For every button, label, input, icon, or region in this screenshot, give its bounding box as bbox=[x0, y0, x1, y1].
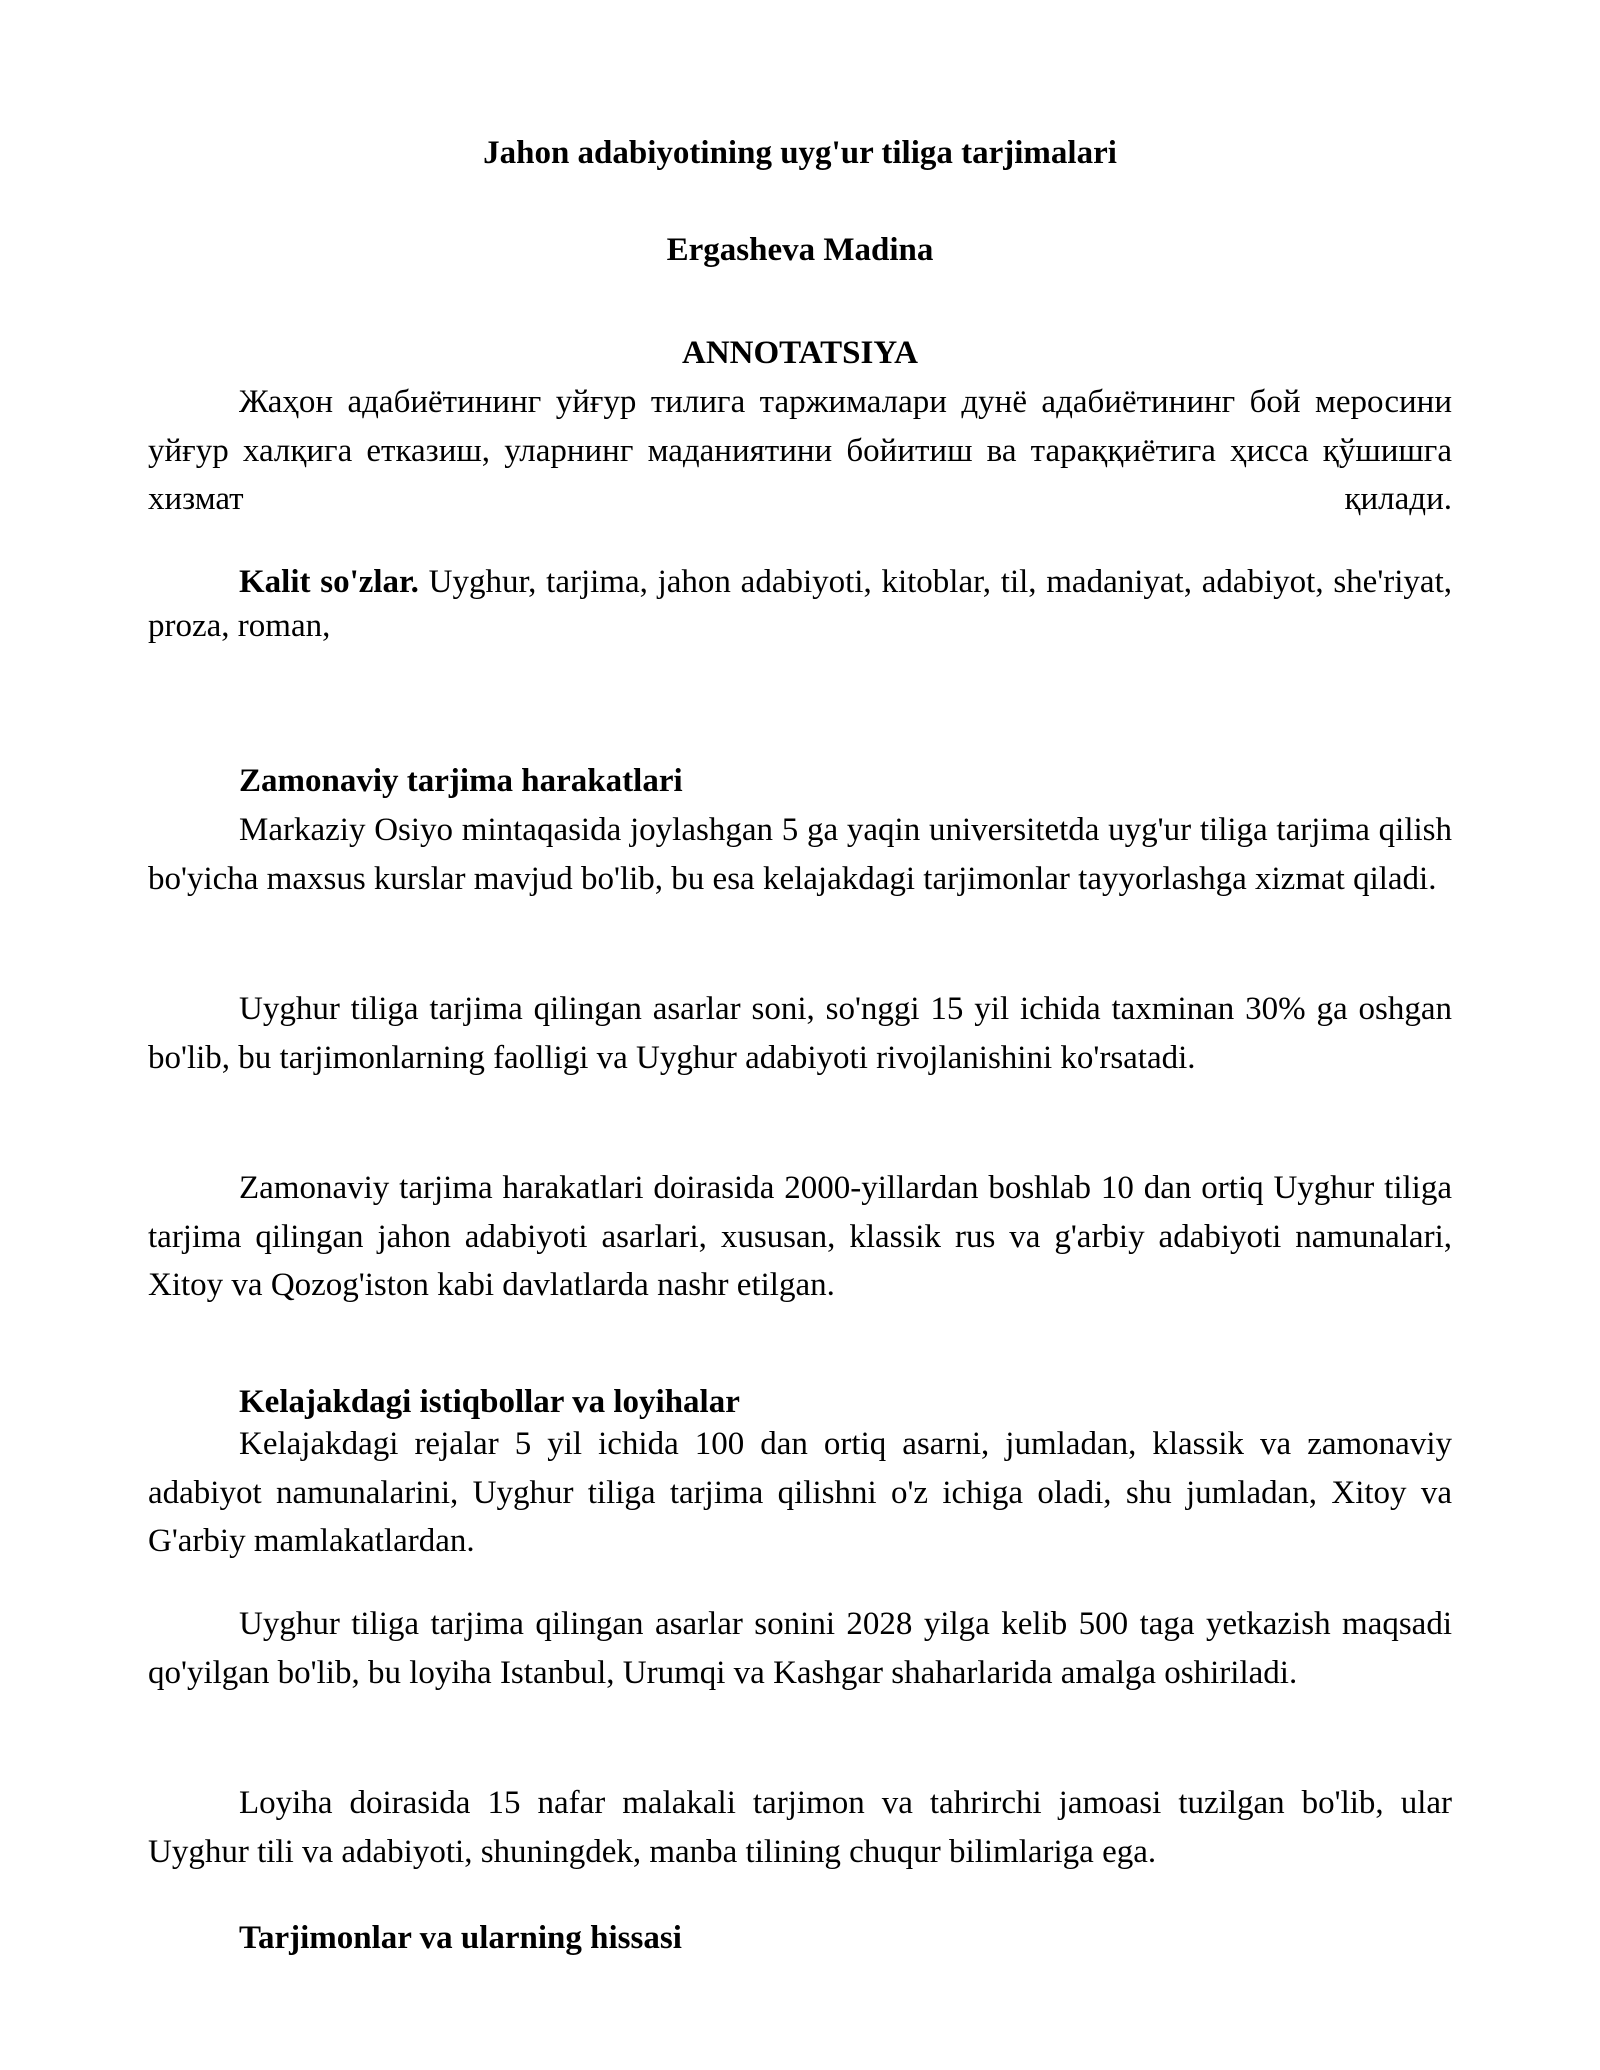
section-paragraph: Kelajakdagi rejalar 5 yil ichida 100 dan ortiq asarni, jumladan, klassik va zamonaviy adabiyot namunalarini, Uyghur tiliga tarjima qilishni o'z ichiga oladi, shu jumladan, Xitoy va G'arbiy mamlakatlardan. bbox=[148, 1426, 1452, 1559]
section-paragraph: Markaziy Osiyo mintaqasida joylashgan 5 ga yaqin universitetda uyg'ur tiliga tarjima qilish bo'yicha maxsus kurslar mavjud bo'lib, bu esa kelajakdagi tarjimonlar tayyorlashga xizmat qiladi. bbox=[148, 812, 1452, 897]
section-paragraph: Uyghur tiliga tarjima qilingan asarlar soni, so'nggi 15 yil ichida taxminan 30% ga oshgan bo'lib, bu tarjimonlarning faolligi va Uyghur adabiyoti rivojlanishini ko'rsatadi. bbox=[148, 991, 1452, 1076]
section-heading-future-prospects: Kelajakdagi istiqbollar va loyihalar bbox=[239, 1384, 740, 1420]
section-heading-translators-contribution: Tarjimonlar va ularning hissasi bbox=[239, 1920, 682, 1956]
keywords-label: Kalit so'zlar. bbox=[239, 564, 419, 600]
section-paragraph: Zamonaviy tarjima harakatlari doirasida 2000-yillardan boshlab 10 dan ortiq Uyghur tiliga tarjima qilingan jahon adabiyoti asarlari, xususan, klassik rus va g'arbiy adabiyoti namunalari, Xitoy va Qozog'iston kabi davlatlarda nashr etilgan. bbox=[148, 1170, 1452, 1303]
annotation-heading: ANNOTATSIYA bbox=[682, 335, 918, 371]
keywords-paragraph bbox=[148, 560, 1452, 648]
document-title: Jahon adabiyotining uyg'ur tiliga tarjimalari bbox=[483, 135, 1117, 171]
author-name: Ergasheva Madina bbox=[666, 232, 934, 268]
section-heading-modern-translation: Zamonaviy tarjima harakatlari bbox=[239, 763, 683, 799]
annotation-paragraph: Жаҳон адабиётининг уйғур тилига таржималари дунё адабиётининг бой меросини уйғур халқига етказиш, уларнинг маданиятини бойитиш ва тараққиётига ҳисса қўшишга хизмат қилади. bbox=[148, 384, 1452, 517]
section-paragraph: Loyiha doirasida 15 nafar malakali tarjimon va tahrirchi jamoasi tuzilgan bo'lib, ular Uyghur tili va adabiyoti, shuningdek, manba tilining chuqur bilimlariga ega. bbox=[148, 1785, 1452, 1870]
keywords-list: Uyghur, tarjima, jahon adabiyoti, kitoblar, til, madaniyat, adabiyot, she'riyat, proza, roman, bbox=[148, 564, 1452, 644]
section-paragraph: Uyghur tiliga tarjima qilingan asarlar sonini 2028 yilga kelib 500 taga yetkazish maqsadi qo'yilgan bo'lib, bu loyiha Istanbul, Urumqi va Kashgar shaharlarida amalga oshiriladi. bbox=[148, 1606, 1452, 1691]
